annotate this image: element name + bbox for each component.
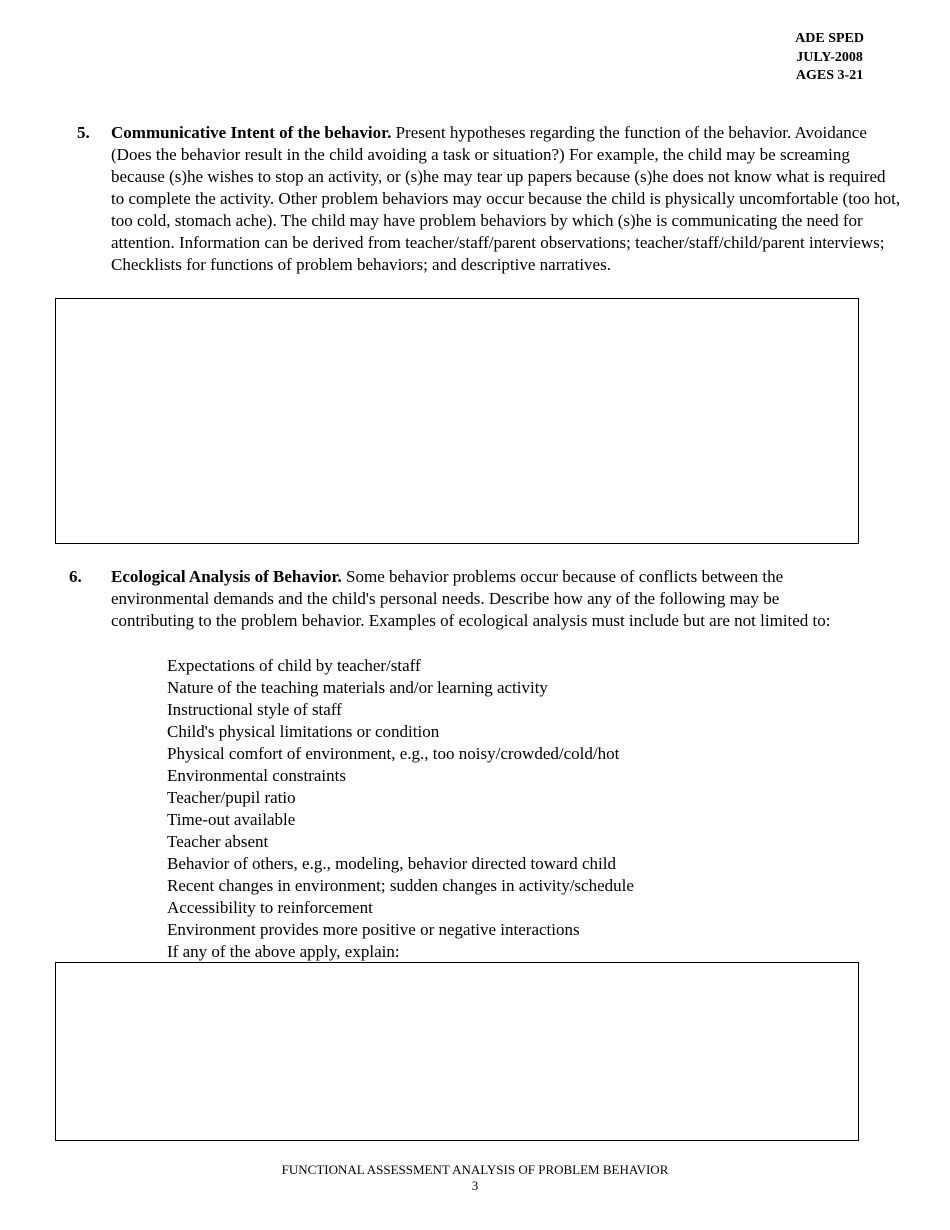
- communicative-intent-answer-box[interactable]: [55, 298, 859, 544]
- list-item: Behavior of others, e.g., modeling, behavior directed toward child: [167, 854, 616, 873]
- section-text: [111, 122, 901, 276]
- list-item: Environment provides more positive or negative interactions: [167, 920, 580, 939]
- list-item: Instructional style of staff: [167, 700, 342, 719]
- list-item: Recent changes in environment; sudden changes in activity/schedule: [167, 876, 634, 895]
- footer-title: FUNCTIONAL ASSESSMENT ANALYSIS OF PROBLEM BEHAVIOR: [281, 1162, 669, 1177]
- section-text: [111, 566, 861, 632]
- list-item: Physical comfort of environment, e.g., too noisy/crowded/cold/hot: [167, 744, 620, 763]
- header-date: JULY-2008: [796, 49, 863, 65]
- list-item: Expectations of child by teacher/staff: [167, 656, 421, 675]
- list-item: Teacher absent: [167, 832, 269, 851]
- section-title: Communicative Intent of the behavior.: [111, 123, 392, 142]
- section-title: Ecological Analysis of Behavior.: [111, 567, 342, 586]
- list-item: Accessibility to reinforcement: [167, 898, 373, 917]
- section-number: 5.: [77, 123, 90, 142]
- page-header: [795, 30, 864, 86]
- page-footer: [0, 1162, 950, 1194]
- section-number: 6.: [69, 567, 82, 586]
- page-number: 3: [471, 1178, 479, 1193]
- list-item: Environmental constraints: [167, 766, 346, 785]
- header-ages: AGES 3-21: [795, 68, 864, 83]
- section-body: Some behavior problems occur because of conflicts between the environmental demands and the child's personal needs. Describe how any of the following may be contributing to the problem behavior. Examples of ecological analysis must include but are not limited to:: [111, 567, 831, 630]
- header-agency: ADE SPED: [795, 31, 864, 46]
- list-item: Nature of the teaching materials and/or learning activity: [167, 678, 548, 697]
- ecological-analysis-answer-box[interactable]: [55, 962, 859, 1141]
- ecological-factor-list: [167, 655, 634, 963]
- section-body: Present hypotheses regarding the function of the behavior. Avoidance (Does the behavior result in the child avoiding a task or situation?) For example, the child may be screaming because (s)he wishes to stop an activity, or (s)he may tear up papers because (s)he does not know what is required to complete the activity. Other problem behaviors may occur because the child is physically uncomfortable (too hot, too cold, stomach ache). The child may have problem behaviors by which (s)he is communicating the need for attention. Information can be derived from teacher/staff/parent observations; teacher/staff/child/parent interviews; Checklists for functions of problem behaviors; and descriptive narratives.: [111, 123, 901, 274]
- list-item: Teacher/pupil ratio: [167, 788, 296, 807]
- list-item: Child's physical limitations or condition: [167, 722, 440, 741]
- explain-prompt: If any of the above apply, explain:: [167, 942, 400, 961]
- list-item: Time-out available: [167, 810, 296, 829]
